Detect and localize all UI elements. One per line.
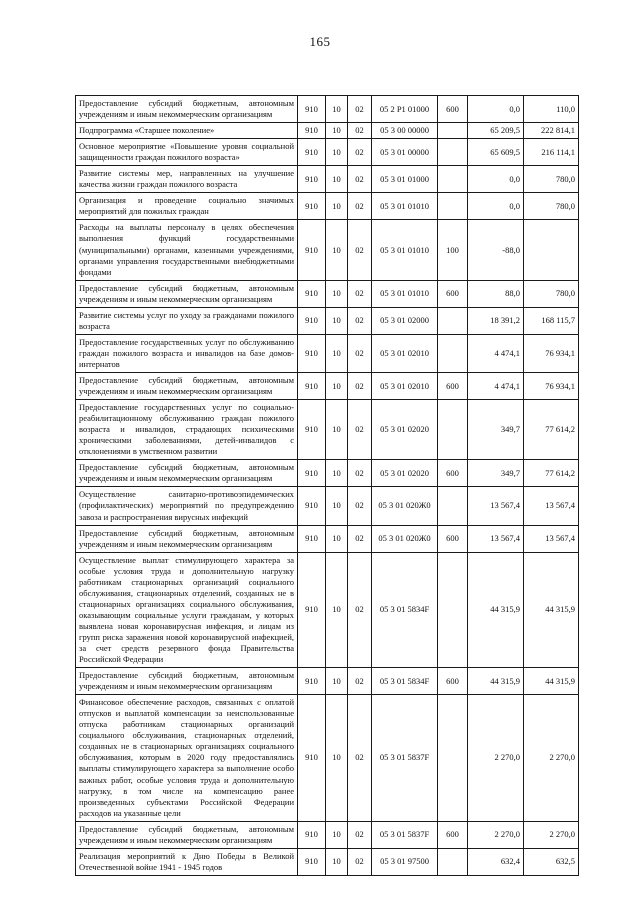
- table-row: [76, 668, 579, 695]
- cell-name: Организация и проведение социально значимых мероприятий для пожилых граждан: [76, 193, 298, 220]
- cell-grbs: 910: [298, 334, 326, 372]
- cell-tsp: 05 3 01 01000: [372, 166, 438, 193]
- cell-razdel: 10: [326, 848, 348, 875]
- cell-sum2: 76 934,1: [524, 372, 579, 399]
- cell-vr: 600: [438, 372, 468, 399]
- cell-sum1: -88,0: [468, 220, 524, 280]
- cell-vr: [438, 193, 468, 220]
- table-row: [76, 193, 579, 220]
- cell-vr: [438, 552, 468, 667]
- cell-razdel: 10: [326, 487, 348, 525]
- cell-tsp: 05 3 01 02000: [372, 307, 438, 334]
- cell-sum2: 2 270,0: [524, 821, 579, 848]
- cell-grbs: 910: [298, 552, 326, 667]
- cell-podrazdel: 02: [348, 848, 372, 875]
- cell-sum1: 2 270,0: [468, 695, 524, 822]
- cell-grbs: 910: [298, 848, 326, 875]
- cell-grbs: 910: [298, 695, 326, 822]
- cell-sum2: [524, 220, 579, 280]
- cell-grbs: 910: [298, 193, 326, 220]
- cell-name: Реализация мероприятий к Дню Победы в Великой Отечественной войне 1941 - 1945 годов: [76, 848, 298, 875]
- page-number: 165: [309, 34, 331, 49]
- cell-sum2: 780,0: [524, 280, 579, 307]
- cell-sum2: 44 315,9: [524, 552, 579, 667]
- cell-name: Предоставление государственных услуг по социально-реабилитационному обслуживанию граждан пожилого возраста и инвалидов, страдающих психическими хроническими заболеваниями, детей-инвалидов с отклонениями в умственном развитии: [76, 400, 298, 460]
- cell-tsp: 05 3 01 01010: [372, 280, 438, 307]
- table-row: [76, 487, 579, 525]
- cell-sum2: 168 115,7: [524, 307, 579, 334]
- cell-sum2: 13 567,4: [524, 487, 579, 525]
- cell-grbs: 910: [298, 139, 326, 166]
- cell-grbs: 910: [298, 123, 326, 139]
- cell-razdel: 10: [326, 552, 348, 667]
- cell-vr: [438, 487, 468, 525]
- cell-name: Предоставление субсидий бюджетным, автономным учреждениям и иным некоммерческим организациям: [76, 280, 298, 307]
- cell-tsp: 05 3 01 5834F: [372, 552, 438, 667]
- cell-sum1: 13 567,4: [468, 525, 524, 552]
- cell-sum1: 0,0: [468, 166, 524, 193]
- cell-sum2: 216 114,1: [524, 139, 579, 166]
- cell-razdel: 10: [326, 668, 348, 695]
- cell-podrazdel: 02: [348, 668, 372, 695]
- cell-name: Предоставление субсидий бюджетным, автономным учреждениям и иным некоммерческим организациям: [76, 372, 298, 399]
- cell-vr: 600: [438, 96, 468, 123]
- cell-podrazdel: 02: [348, 821, 372, 848]
- cell-sum1: 0,0: [468, 96, 524, 123]
- cell-sum2: 77 614,2: [524, 460, 579, 487]
- cell-podrazdel: 02: [348, 334, 372, 372]
- table-row: [76, 96, 579, 123]
- cell-sum1: 65 609,5: [468, 139, 524, 166]
- cell-podrazdel: 02: [348, 525, 372, 552]
- table-row: [76, 166, 579, 193]
- table-row: [76, 821, 579, 848]
- cell-sum1: 13 567,4: [468, 487, 524, 525]
- table-row: [76, 552, 579, 667]
- cell-razdel: 10: [326, 123, 348, 139]
- cell-tsp: 05 3 01 00000: [372, 139, 438, 166]
- cell-vr: [438, 123, 468, 139]
- cell-podrazdel: 02: [348, 307, 372, 334]
- table-row: [76, 400, 579, 460]
- cell-sum1: 44 315,9: [468, 668, 524, 695]
- cell-vr: 600: [438, 460, 468, 487]
- cell-name: Развитие системы услуг по уходу за гражданами пожилого возраста: [76, 307, 298, 334]
- cell-podrazdel: 02: [348, 280, 372, 307]
- cell-tsp: 05 3 00 00000: [372, 123, 438, 139]
- cell-name: Предоставление субсидий бюджетным, автономным учреждениям и иным некоммерческим организациям: [76, 821, 298, 848]
- cell-podrazdel: 02: [348, 123, 372, 139]
- cell-tsp: 05 2 P1 01000: [372, 96, 438, 123]
- cell-name: Подпрограмма «Старшее поколение»: [76, 123, 298, 139]
- cell-razdel: 10: [326, 372, 348, 399]
- cell-sum2: 44 315,9: [524, 668, 579, 695]
- cell-name: Расходы на выплаты персоналу в целях обеспечения выполнения функций государственными (муниципальными) органами, казенными учреждениями, органами управления государственными внебюджетными фондами: [76, 220, 298, 280]
- cell-vr: [438, 139, 468, 166]
- cell-tsp: 05 3 01 01010: [372, 220, 438, 280]
- table-row: [76, 525, 579, 552]
- cell-grbs: 910: [298, 307, 326, 334]
- cell-grbs: 910: [298, 96, 326, 123]
- cell-razdel: 10: [326, 193, 348, 220]
- cell-sum1: 2 270,0: [468, 821, 524, 848]
- cell-sum1: 4 474,1: [468, 372, 524, 399]
- cell-tsp: 05 3 01 5837F: [372, 821, 438, 848]
- cell-vr: 100: [438, 220, 468, 280]
- cell-vr: 600: [438, 821, 468, 848]
- cell-podrazdel: 02: [348, 552, 372, 667]
- cell-podrazdel: 02: [348, 220, 372, 280]
- cell-name: Предоставление субсидий бюджетным, автономным учреждениям и иным некоммерческим организациям: [76, 668, 298, 695]
- cell-podrazdel: 02: [348, 193, 372, 220]
- table-row: [76, 695, 579, 822]
- cell-podrazdel: 02: [348, 400, 372, 460]
- cell-podrazdel: 02: [348, 166, 372, 193]
- cell-podrazdel: 02: [348, 96, 372, 123]
- cell-grbs: 910: [298, 821, 326, 848]
- cell-sum1: 18 391,2: [468, 307, 524, 334]
- cell-sum1: 44 315,9: [468, 552, 524, 667]
- cell-podrazdel: 02: [348, 695, 372, 822]
- table-row: [76, 123, 579, 139]
- cell-razdel: 10: [326, 220, 348, 280]
- cell-sum1: 88,0: [468, 280, 524, 307]
- cell-sum2: 2 270,0: [524, 695, 579, 822]
- cell-podrazdel: 02: [348, 460, 372, 487]
- cell-name: Развитие системы мер, направленных на улучшение качества жизни граждан пожилого возраста: [76, 166, 298, 193]
- cell-grbs: 910: [298, 220, 326, 280]
- cell-razdel: 10: [326, 334, 348, 372]
- table-row: [76, 139, 579, 166]
- cell-sum2: 13 567,4: [524, 525, 579, 552]
- cell-grbs: 910: [298, 166, 326, 193]
- cell-podrazdel: 02: [348, 139, 372, 166]
- cell-podrazdel: 02: [348, 487, 372, 525]
- cell-tsp: 05 3 01 02010: [372, 372, 438, 399]
- cell-grbs: 910: [298, 668, 326, 695]
- cell-grbs: 910: [298, 460, 326, 487]
- table-row: [76, 848, 579, 875]
- cell-vr: [438, 307, 468, 334]
- cell-sum1: 349,7: [468, 460, 524, 487]
- cell-sum2: 222 814,1: [524, 123, 579, 139]
- cell-name: Финансовое обеспечение расходов, связанных с оплатой отпусков и выплатой компенсации за неиспользованные отпуска работникам стационарных организаций социального обслуживания, стационарных отделений, созданных не в стационарных организациях социального обслуживания, которым в 2020 году предоставлялись выплаты стимулирующего характера за выполнение особо важных работ, особые условия труда и дополнительную нагрузку, в том числе на компенсацию ранее произведенных субъектами Российской Федерации расходов на указанные цели: [76, 695, 298, 822]
- table-row: [76, 334, 579, 372]
- cell-grbs: 910: [298, 280, 326, 307]
- cell-vr: [438, 400, 468, 460]
- cell-sum1: 0,0: [468, 193, 524, 220]
- cell-grbs: 910: [298, 525, 326, 552]
- cell-razdel: 10: [326, 307, 348, 334]
- cell-name: Предоставление субсидий бюджетным, автономным учреждениям и иным некоммерческим организациям: [76, 525, 298, 552]
- table-row: [76, 460, 579, 487]
- budget-table: [75, 95, 579, 876]
- cell-tsp: 05 3 01 02020: [372, 400, 438, 460]
- cell-sum1: 632,4: [468, 848, 524, 875]
- table-row: [76, 307, 579, 334]
- cell-grbs: 910: [298, 400, 326, 460]
- cell-sum2: 632,5: [524, 848, 579, 875]
- cell-sum2: 77 614,2: [524, 400, 579, 460]
- cell-tsp: 05 3 01 5834F: [372, 668, 438, 695]
- cell-razdel: 10: [326, 400, 348, 460]
- cell-razdel: 10: [326, 460, 348, 487]
- cell-sum1: 349,7: [468, 400, 524, 460]
- table-row: [76, 372, 579, 399]
- table-row: [76, 220, 579, 280]
- cell-grbs: 910: [298, 372, 326, 399]
- cell-sum1: 4 474,1: [468, 334, 524, 372]
- cell-sum2: 780,0: [524, 166, 579, 193]
- cell-name: Предоставление субсидий бюджетным, автономным учреждениям и иным некоммерческим организациям: [76, 96, 298, 123]
- cell-razdel: 10: [326, 166, 348, 193]
- cell-sum1: 65 209,5: [468, 123, 524, 139]
- cell-name: Осуществление санитарно-противоэпидемических (профилактических) мероприятий по предупреждению завоза и распространения вирусных инфекций: [76, 487, 298, 525]
- cell-tsp: 05 3 01 02020: [372, 460, 438, 487]
- cell-podrazdel: 02: [348, 372, 372, 399]
- cell-vr: 600: [438, 668, 468, 695]
- cell-razdel: 10: [326, 139, 348, 166]
- cell-name: Предоставление субсидий бюджетным, автономным учреждениям и иным некоммерческим организациям: [76, 460, 298, 487]
- cell-sum2: 780,0: [524, 193, 579, 220]
- table-body: [76, 96, 579, 876]
- cell-grbs: 910: [298, 487, 326, 525]
- cell-razdel: 10: [326, 280, 348, 307]
- cell-tsp: 05 3 01 01010: [372, 193, 438, 220]
- cell-name: Осуществление выплат стимулирующего характера за особые условия труда и дополнительную нагрузку работникам стационарных организаций социального обслуживания, стационарных отделений, созданных не в стационарных организациях социального обслуживания, оказывающим социальные услуги гражданам, у которых выявлена новая коронавирусная инфекция, и лицам из групп риска заражения новой коронавирусной инфекцией, за счет средств резервного фонда Правительства Российской Федерации: [76, 552, 298, 667]
- cell-name: Основное мероприятие «Повышение уровня социальной защищенности граждан пожилого возраста»: [76, 139, 298, 166]
- cell-razdel: 10: [326, 695, 348, 822]
- cell-tsp: 05 3 01 020Ж0: [372, 487, 438, 525]
- cell-vr: 600: [438, 280, 468, 307]
- cell-sum2: 110,0: [524, 96, 579, 123]
- table-row: [76, 280, 579, 307]
- cell-tsp: 05 3 01 5837F: [372, 695, 438, 822]
- cell-tsp: 05 3 01 020Ж0: [372, 525, 438, 552]
- cell-vr: 600: [438, 525, 468, 552]
- cell-tsp: 05 3 01 02010: [372, 334, 438, 372]
- cell-name: Предоставление государственных услуг по обслуживанию граждан пожилого возраста и инвалидов на базе домов-интернатов: [76, 334, 298, 372]
- cell-tsp: 05 3 01 97500: [372, 848, 438, 875]
- cell-razdel: 10: [326, 96, 348, 123]
- cell-razdel: 10: [326, 525, 348, 552]
- cell-vr: [438, 334, 468, 372]
- cell-vr: [438, 166, 468, 193]
- cell-razdel: 10: [326, 821, 348, 848]
- cell-sum2: 76 934,1: [524, 334, 579, 372]
- cell-vr: [438, 848, 468, 875]
- cell-vr: [438, 695, 468, 822]
